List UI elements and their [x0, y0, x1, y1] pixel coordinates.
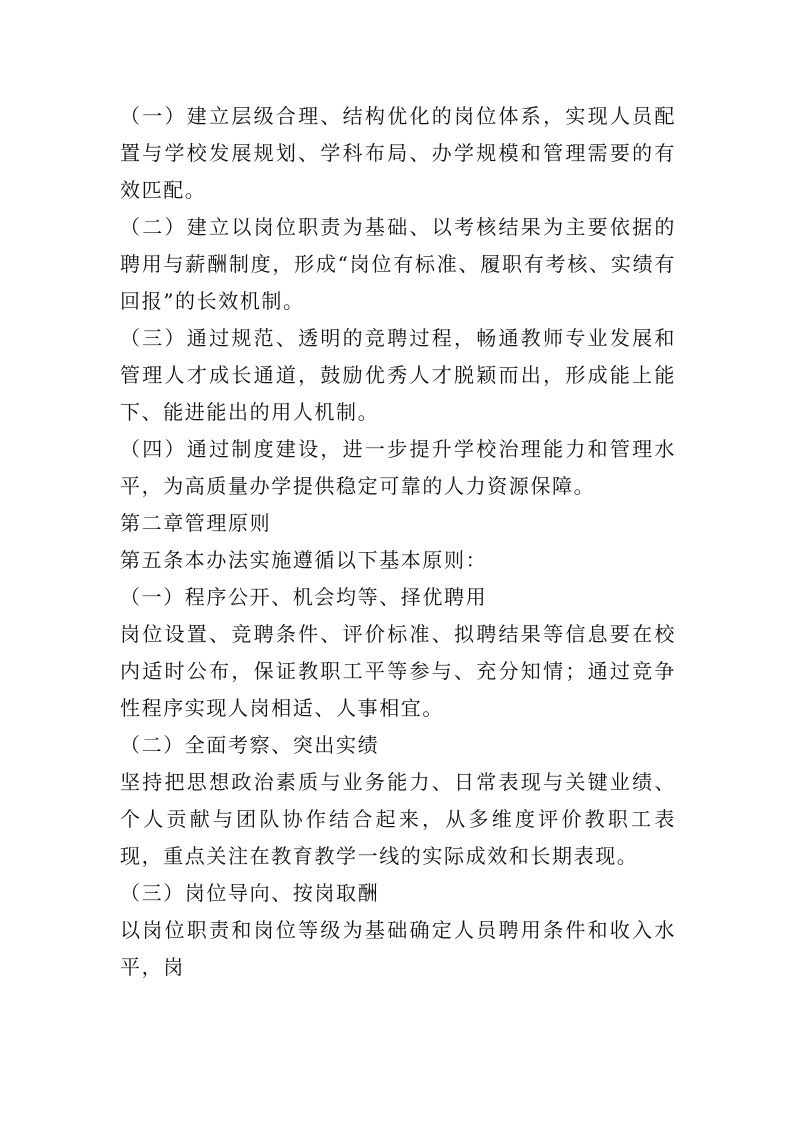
article-five: 第五条本办法实施遵循以下基本原则：	[120, 548, 488, 572]
chapter-heading: 第二章管理原则	[120, 511, 272, 535]
principle-2-title: （二）全面考察、突出实绩	[120, 733, 380, 757]
paragraph-objective-3: （三）通过规范、透明的竞聘过程，畅通教师专业发展和管理人才成长通道，鼓励优秀人才脱颖而出，形成能上能下、能进能出的用人机制。	[120, 326, 676, 424]
principle-3-title: （三）岗位导向、按岗取酬	[120, 881, 380, 905]
principle-1-body: 岗位设置、竞聘条件、评价标准、拟聘结果等信息要在校内适时公布，保证教职工平等参与、充分知情；通过竞争性程序实现人岗相适、人事相宜。	[120, 622, 676, 720]
paragraph-objective-1: （一）建立层级合理、结构优化的岗位体系，实现人员配置与学校发展规划、学科布局、办学规模和管理需要的有效匹配。	[120, 104, 676, 202]
principle-3-body: 以岗位职责和岗位等级为基础确定人员聘用条件和收入水平，岗	[120, 918, 676, 979]
document-body	[120, 98, 676, 986]
paragraph-objective-2: （二）建立以岗位职责为基础、以考核结果为主要依据的聘用与薪酬制度，形成“岗位有标准、履职有考核、实绩有回报”的长效机制。	[120, 215, 676, 313]
principle-2-body: 坚持把思想政治素质与业务能力、日常表现与关键业绩、个人贡献与团队协作结合起来，从多维度评价教职工表现，重点关注在教育教学一线的实际成效和长期表现。	[120, 770, 676, 868]
paragraph-objective-4: （四）通过制度建设，进一步提升学校治理能力和管理水平，为高质量办学提供稳定可靠的人力资源保障。	[120, 437, 676, 498]
principle-1-title: （一）程序公开、机会均等、择优聘用	[120, 585, 488, 609]
